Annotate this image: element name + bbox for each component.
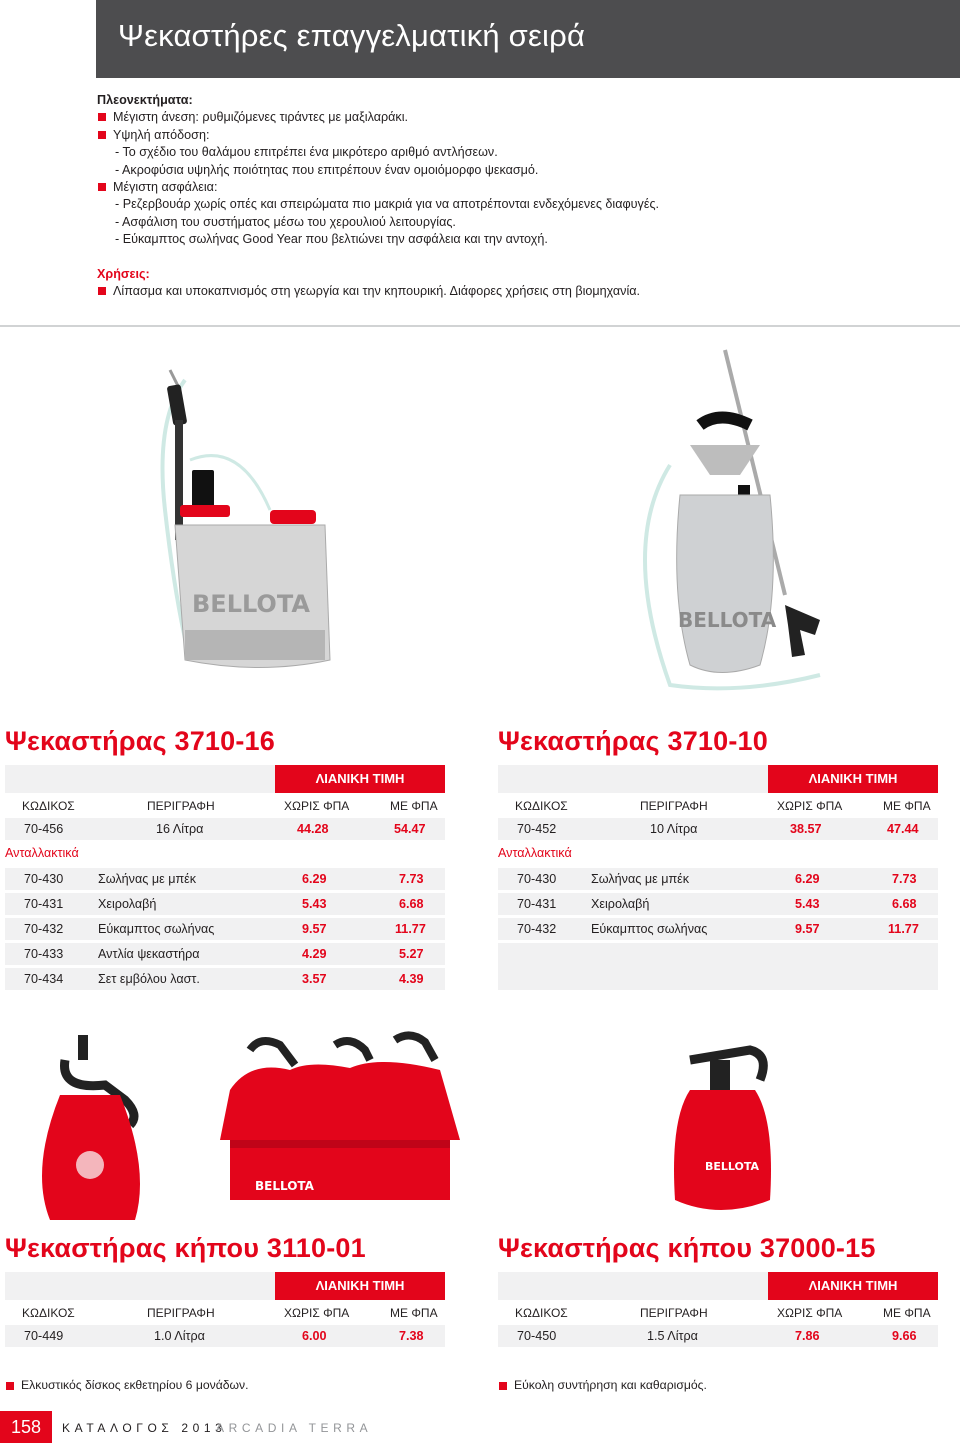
retail-price-bar [498,765,938,793]
retail-price-bar [5,765,445,793]
table-row: 70-450 1.5 Λίτρα 7.86 9.66 [498,1325,938,1347]
table-row: 70-456 16 Λίτρα 44.28 54.47 [5,818,445,840]
header-bar [96,0,960,78]
col-description: ΠΕΡΙΓΡΑΦΗ [147,1306,215,1320]
col-no-vat: ΧΩΡΙΣ ΦΠΑ [284,1306,350,1320]
product-title: Ψεκαστήρας κήπου 37000-15 [498,1233,876,1263]
col-description: ΠΕΡΙΓΡΑΦΗ [640,1306,708,1320]
col-code: ΚΩΔΙΚΟΣ [22,799,75,813]
product-title: Ψεκαστήρας 3710-10 [498,726,768,756]
col-description: ΠΕΡΙΓΡΑΦΗ [147,799,215,813]
col-no-vat: ΧΩΡΙΣ ΦΠΑ [777,799,843,813]
advantages-heading: Πλεονεκτήματα: [97,93,193,107]
table-row: 70-431 Χειρολαβή 5.43 6.68 [5,893,445,915]
intro-subitem: - Ρεζερβουάρ χωρίς οπές και σπειρώματα πιο μακριά για να αποτρέπονται ενδεχόμενες διαφυγές. [115,197,660,212]
intro-subitem: - Ακροφύσια υψηλής ποιότητας που επιτρέπουν έναν ομοιόμορφο ψεκασμό. [115,162,539,177]
footer-brand: ARCADIA TERRA [216,1421,373,1435]
retail-price-bar [5,1272,445,1300]
table-header [498,793,938,818]
table-empty-fill [498,943,938,990]
retail-price-label: ΛΙΑΝΙΚΗ ΤΙΜΗ [768,765,938,793]
product-title: Ψεκαστήρας κήπου 3110-01 [5,1233,366,1263]
pressure-sprayer-image [620,345,920,695]
col-with-vat: ΜΕ ΦΠΑ [883,1306,931,1320]
intro-subitem: - Το σχέδιο του θαλάμου επιτρέπει ένα μικρότερο αριθμό αντλήσεων. [115,145,498,160]
table-row: 70-449 1.0 Λίτρα 6.00 7.38 [5,1325,445,1347]
intro-bullet: Μέγιστη ασφάλεια: [97,179,957,196]
intro-subitem: - Εύκαμπτος σωλήνας Good Year που βελτιώνει την ασφάλεια και την αντοχή. [115,232,548,247]
col-with-vat: ΜΕ ΦΠΑ [883,799,931,813]
garden-sprayer-single-image [20,1030,170,1230]
backpack-sprayer-image [130,360,370,690]
uses-heading: Χρήσεις: [97,266,150,281]
col-with-vat: ΜΕ ΦΠΑ [390,799,438,813]
product-title: Ψεκαστήρας 3710-16 [5,726,275,756]
uses-bullet: Λίπασμα και υποκαπνισμός στη γεωργία και την κηπουρική. Διάφορες χρήσεις στη βιομηχανία. [97,283,957,300]
footer-catalog: ΚΑΤΑΛΟΓΟΣ 2013 [62,1421,227,1435]
spare-parts-label: Ανταλλακτικά [498,846,572,860]
spare-parts-label: Ανταλλακτικά [5,846,79,860]
col-no-vat: ΧΩΡΙΣ ΦΠΑ [284,799,350,813]
image-brand-text: BELLOTA [255,1179,314,1193]
table-header [5,1300,445,1325]
col-code: ΚΩΔΙΚΟΣ [515,799,568,813]
intro-bullet: Μέγιστη άνεση: ρυθμιζόμενες τιράντες με μαξιλαράκι. [97,109,957,126]
table-header [5,793,445,818]
col-no-vat: ΧΩΡΙΣ ΦΠΑ [777,1306,843,1320]
intro-subitem: - Ασφάλιση του συστήματος μέσω του χερουλιού λειτουργίας. [115,214,456,229]
image-brand-text: BELLOTA [678,608,777,632]
retail-price-label: ΛΙΑΝΙΚΗ ΤΙΜΗ [275,1272,445,1300]
table-row: 70-430 Σωλήνας με μπέκ 6.29 7.73 [498,868,938,890]
table-row: 70-434 Σετ εμβόλου λαστ. 3.57 4.39 [5,968,445,990]
section-divider [0,325,960,327]
retail-price-label: ΛΙΑΝΙΚΗ ΤΙΜΗ [275,765,445,793]
col-code: ΚΩΔΙΚΟΣ [22,1306,75,1320]
table-row: 70-430 Σωλήνας με μπέκ 6.29 7.73 [5,868,445,890]
display-tray-image [210,1030,470,1220]
feature-note: Εύκολη συντήρηση και καθαρισμός. [498,1378,707,1392]
intro-section [97,92,957,300]
image-brand-text: BELLOTA [705,1160,760,1173]
garden-sprayer-1-5l-image [660,1040,790,1220]
table-row: 70-433 Αντλία ψεκαστήρα 4.29 5.27 [5,943,445,965]
intro-bullet: Υψηλή απόδοση: [97,127,957,144]
table-header [498,1300,938,1325]
retail-price-label: ΛΙΑΝΙΚΗ ΤΙΜΗ [768,1272,938,1300]
table-row: 70-431 Χειρολαβή 5.43 6.68 [498,893,938,915]
page-number: 158 [0,1411,52,1443]
table-row: 70-432 Εύκαμπτος σωλήνας 9.57 11.77 [498,918,938,940]
table-row: 70-432 Εύκαμπτος σωλήνας 9.57 11.77 [5,918,445,940]
page-title: Ψεκαστήρες επαγγελματική σειρά [118,18,586,53]
feature-note: Ελκυστικός δίσκος εκθετηρίου 6 μονάδων. [5,1378,249,1392]
col-code: ΚΩΔΙΚΟΣ [515,1306,568,1320]
image-brand-text: BELLOTA [192,590,310,618]
col-description: ΠΕΡΙΓΡΑΦΗ [640,799,708,813]
col-with-vat: ΜΕ ΦΠΑ [390,1306,438,1320]
retail-price-bar [498,1272,938,1300]
table-row: 70-452 10 Λίτρα 38.57 47.44 [498,818,938,840]
